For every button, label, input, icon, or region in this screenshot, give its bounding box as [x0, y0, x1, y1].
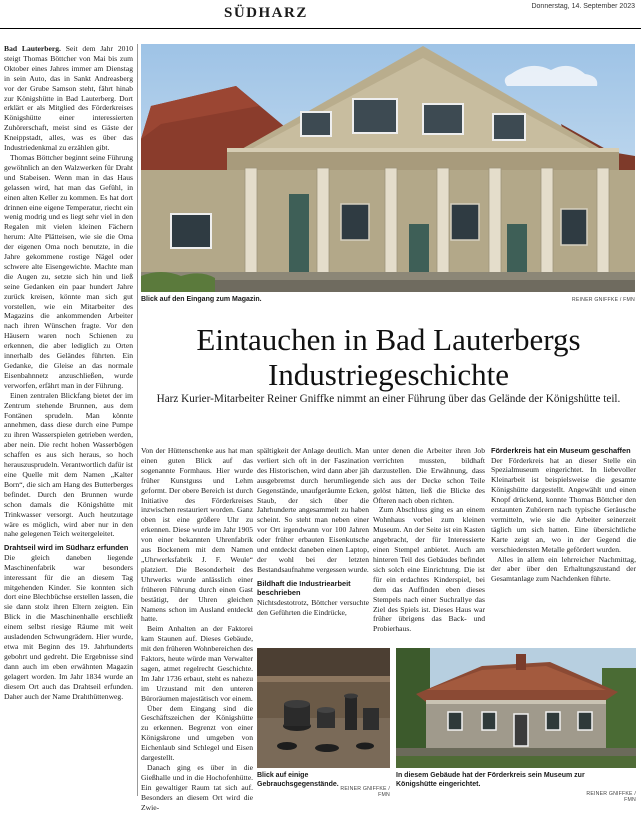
main-photo-caption: Blick auf den Eingang zum Magazin.	[141, 296, 262, 303]
body-paragraph: Einen zentralen Blickfang bietet der im Zentrum stehende Brunnen, aus dem Fontänen sprudeln. Man könnte annehmen, dass diese durch eine Pumpe zu ihren Wasserspielen getrieben werden, aber nein. Die recht hohen Wasserbögen schaffen es aus sich heraus, so hoch herauszusprudeln. Verantwortlich dafür ist eine Quelle mit dem Namen „Kalter Born“, die sich am Hang des Butterberges befindet. Durch den Brunnen wurde schon damals die Königshütte mit Trinkwasser versorgt. Auch heutzutage wäre es möglich, wird aber nur in den nahe gelegenen Teich weitergeleitet.	[4, 390, 133, 539]
museum-building-image	[396, 648, 636, 768]
subheading: Bildhaft die Industriearbeit beschrieben	[257, 578, 351, 598]
page-header	[0, 0, 641, 30]
main-photo-credit: REINER GNIFFKE / FMN	[571, 297, 635, 303]
body-paragraph: Danach ging es über in die Gießhalle und in die Hochofenhütte. Ein gewaltiger Raum tat sich auf. Besonders an diesem Ort wird die Zwie-	[141, 763, 253, 812]
body-paragraph: Der Förderkreis hat an dieser Stelle ein Spezialmuseum eingerichtet. In liebevoller Kleinarbeit ist beispielsweise die gesamte Königshütte dargestellt. Angewählt und einen Knopf drückend, konnte Thomas Böttcher den erstaunten Zuhörern nach typische Geräusche vermitteln, wie sie die Arbeiter seinerzeit täglich um sich hatten. Eine übersichtliche Karte zeigt an, wo in der Gegend die verschiedensten Metalle gefördert wurden.	[491, 455, 636, 554]
section-title: SÜDHARZ	[224, 5, 308, 21]
museum-photo	[396, 648, 636, 768]
body-column-4	[373, 446, 485, 634]
magazine-building-image	[141, 44, 635, 292]
body-paragraph: Thomas Böttcher beginnt seine Führung gewöhnlich an den Walzwerken für Draht und Stabeisen. Wenn man in das Haus gelassen wird, hat man das Gefühl, in einen alten Keller zu kommen. Es hat dort drinnen eine eigene Temperatur, riecht ein wenig modrig und es liegt sehr viel in den Regalen mit vielen kleinen Fächern herum: Alte Plätteisen, wie sie die Oma der eigenen Oma noch benutzte, in die Jahre gekommene rostige Nägel oder schwere alte Eisengewichte. Machte man die Augen zu, setzte sich hin und ließ seine Gedanken ein paar hundert Jahre zurück kreisen, könnte man sich gut vorstellen, wie ein Mitarbeiter des Magazins die ankommenden Arbeiter nach ihren Wünschen fragte. Vor den Häusern waren noch Schienen zu erkennen, die aber lediglich zu Orten innerhalb des Geländes führten. Ein Gedanke, die Gleise an das normale Eisenbahnnetz anzuschließen, wurde verworfen, erfährt man in der Führung.	[4, 152, 133, 390]
main-photo-magazine	[141, 44, 635, 292]
deck: Harz Kurier-Mitarbeiter Reiner Gniffke nimmt an einer Führung über das Gelände der Königshütte teil.	[156, 393, 621, 405]
body-paragraph: Die gleich daneben liegende Maschinenfabrik war besonders interessant für die an diesem Tag mitgehenden Kinder. Sie konnten sich dort eine Blechbüchse erstellen lassen, die sie dann stolz ihren Eltern zeigten. Ein Blick in die Maschinenhalle erschließt einem selbst riesige Räume mit weit ausladenden Schwungrädern. Hier wurde, etwa mit Beginn des 19. Jahrhunderts gebohrt und gedreht. Die Ergebnisse sind dann auch im eben erwähnten Magazin gelagert worden. Im Jahr 1834 wurde an diesem Ort auch das Drahtseil erfunden. Daher auch der Name Drahthüttenweg.	[4, 552, 133, 701]
body-column-2	[141, 446, 253, 812]
header-rule	[0, 28, 641, 29]
left-column	[4, 44, 133, 796]
tools-photo-caption: Blick auf einige Gebrauchsgegenstände.	[257, 772, 339, 788]
body-column-3	[257, 446, 369, 616]
museum-photo-credit: REINER GNIFFKE / FMN	[586, 791, 636, 803]
issue-date: Donnerstag, 14. September 2023	[531, 3, 635, 10]
column-divider	[137, 44, 138, 796]
intro-paragraph: Bad Lauterberg. Seit dem Jahr 2010 steigt Thomas Böttcher von Mai bis zum Oktober eines Jahres immer am Dienstag in sein Auto, das in Sankt Andreasberg vor der Grube Samson steht, fährt hinab zur Königshütte in Bad Lauterberg. Dort erklärt er als Mitglied des Förderkreises Königshütte einer interessierten Zuhörerschaft, meist sind es Gäste der Kneippstadt, alles, was es über das Industriedenkmal zu erzählen gibt.	[4, 44, 134, 153]
body-column-5	[491, 446, 636, 652]
body-paragraph: Von der Hüttenschenke aus hat man einen guten Blick auf das sogenannte Formhaus. Hier wurde früher Kunstguss und Lehm geformt. Der obere Bereich ist durch Initiative des Förderkreises inzwischen restauriert worden. Ganz oben ist eine größere Uhr zu erkennen. Diese wurde im Jahr 1905 von einer bekannten Uhrenfabrik aus Bockenem mit dem Namen „Uhrwerksfabrik J. F. Weule“ platziert. Die Besonderheit des Uhrwerks wurde anlässlich einer früheren Führung durch einen Gast bestätigt, der Uhren gleichen Namens schon im Ausland entdeckt hatte.	[141, 446, 253, 624]
dateline: Bad Lauterberg.	[4, 44, 61, 53]
subheading: Drahtseil wird im Südharz erfunden	[4, 543, 129, 553]
subheading: Förderkreis hat ein Museum geschaffen	[491, 446, 631, 455]
body-paragraph: spältigkeit der Anlage deutlich. Man verliert sich oft in der Faszination des Historischen, wird dann aber jäh ausgebremst durch herumliegende Gegenstände, unaufgeräumte Ecken, Staub, der sich über die Jahrhunderte angesammelt zu haben scheint. So steht man neben einer vor Ort irgendwann vor 100 Jahren oder früher erbauten Eisenkutsche und entdeckt daneben einen Laptop, der wohl bei der letzten Bestandsaufnahme vergessen wurde.	[257, 446, 369, 574]
tools-image	[257, 648, 390, 768]
museum-photo-caption: In diesem Gebäude hat der Förderkreis sein Museum zur Königshütte eingerichtet.	[396, 772, 585, 788]
tools-photo-credit: REINER GNIFFKE / FMN	[340, 786, 390, 798]
tools-photo	[257, 648, 390, 768]
body-paragraph: Nichtsdestotrotz, Böttcher versuchte den Geführten die Eindrücke,	[257, 597, 369, 617]
body-paragraph: Beim Anhalten an der Faktorei kam Staunen auf. Dieses Gebäude, mit den früheren Wohnbereichen des Faktors, heute würde man Verwalter sagen, atmet regelrecht Geschichte. Im Jahr 1736 erbaut, steht es nahezu im Urzustand mit den unteren Büroräumen majestätisch vor einem.	[141, 624, 253, 703]
body-paragraph: Alles in allem ein lehrreicher Nachmittag, der aber über den Erhaltungszustand der Gesamtanlage zum Nachdenken führte.	[491, 554, 636, 584]
headline: Eintauchen in Bad Lauterbergs Industriegeschichte	[196, 322, 581, 392]
body-paragraph: Über dem Eingang sind die Geschäftszeichen der Königshütte zu erkennen. Begrenzt von einer Königskrone und umgeben von Eichenlaub sind Schlegel und Eisen dargestellt.	[141, 703, 253, 763]
body-paragraph: Zum Abschluss ging es an einem Wohnhaus vorbei zum kleinen Museum. An der Seite ist ein Kasten angebracht, der für Interessierte einen Stempel anbietet. Auch am hinteren Teil des Gebäudes befindet sich solch eine Einrichtung. Die ist für ein erdachtes Kinderspiel, bei dem das Auffinden eben dieses Stempels nach einer Suchrallye das Ziel des Spiels ist. Dieses Haus war früher übrigens das Back- und Probierhaus.	[373, 505, 485, 634]
body-paragraph: unter denen die Arbeiter ihren Job verrichten mussten, bildhaft darzustellen. Die Erwähnung, dass sich aus der Decke schon Teile gelöst hätten, ließ die Blicke des Öfteren nach oben richten.	[373, 446, 485, 505]
